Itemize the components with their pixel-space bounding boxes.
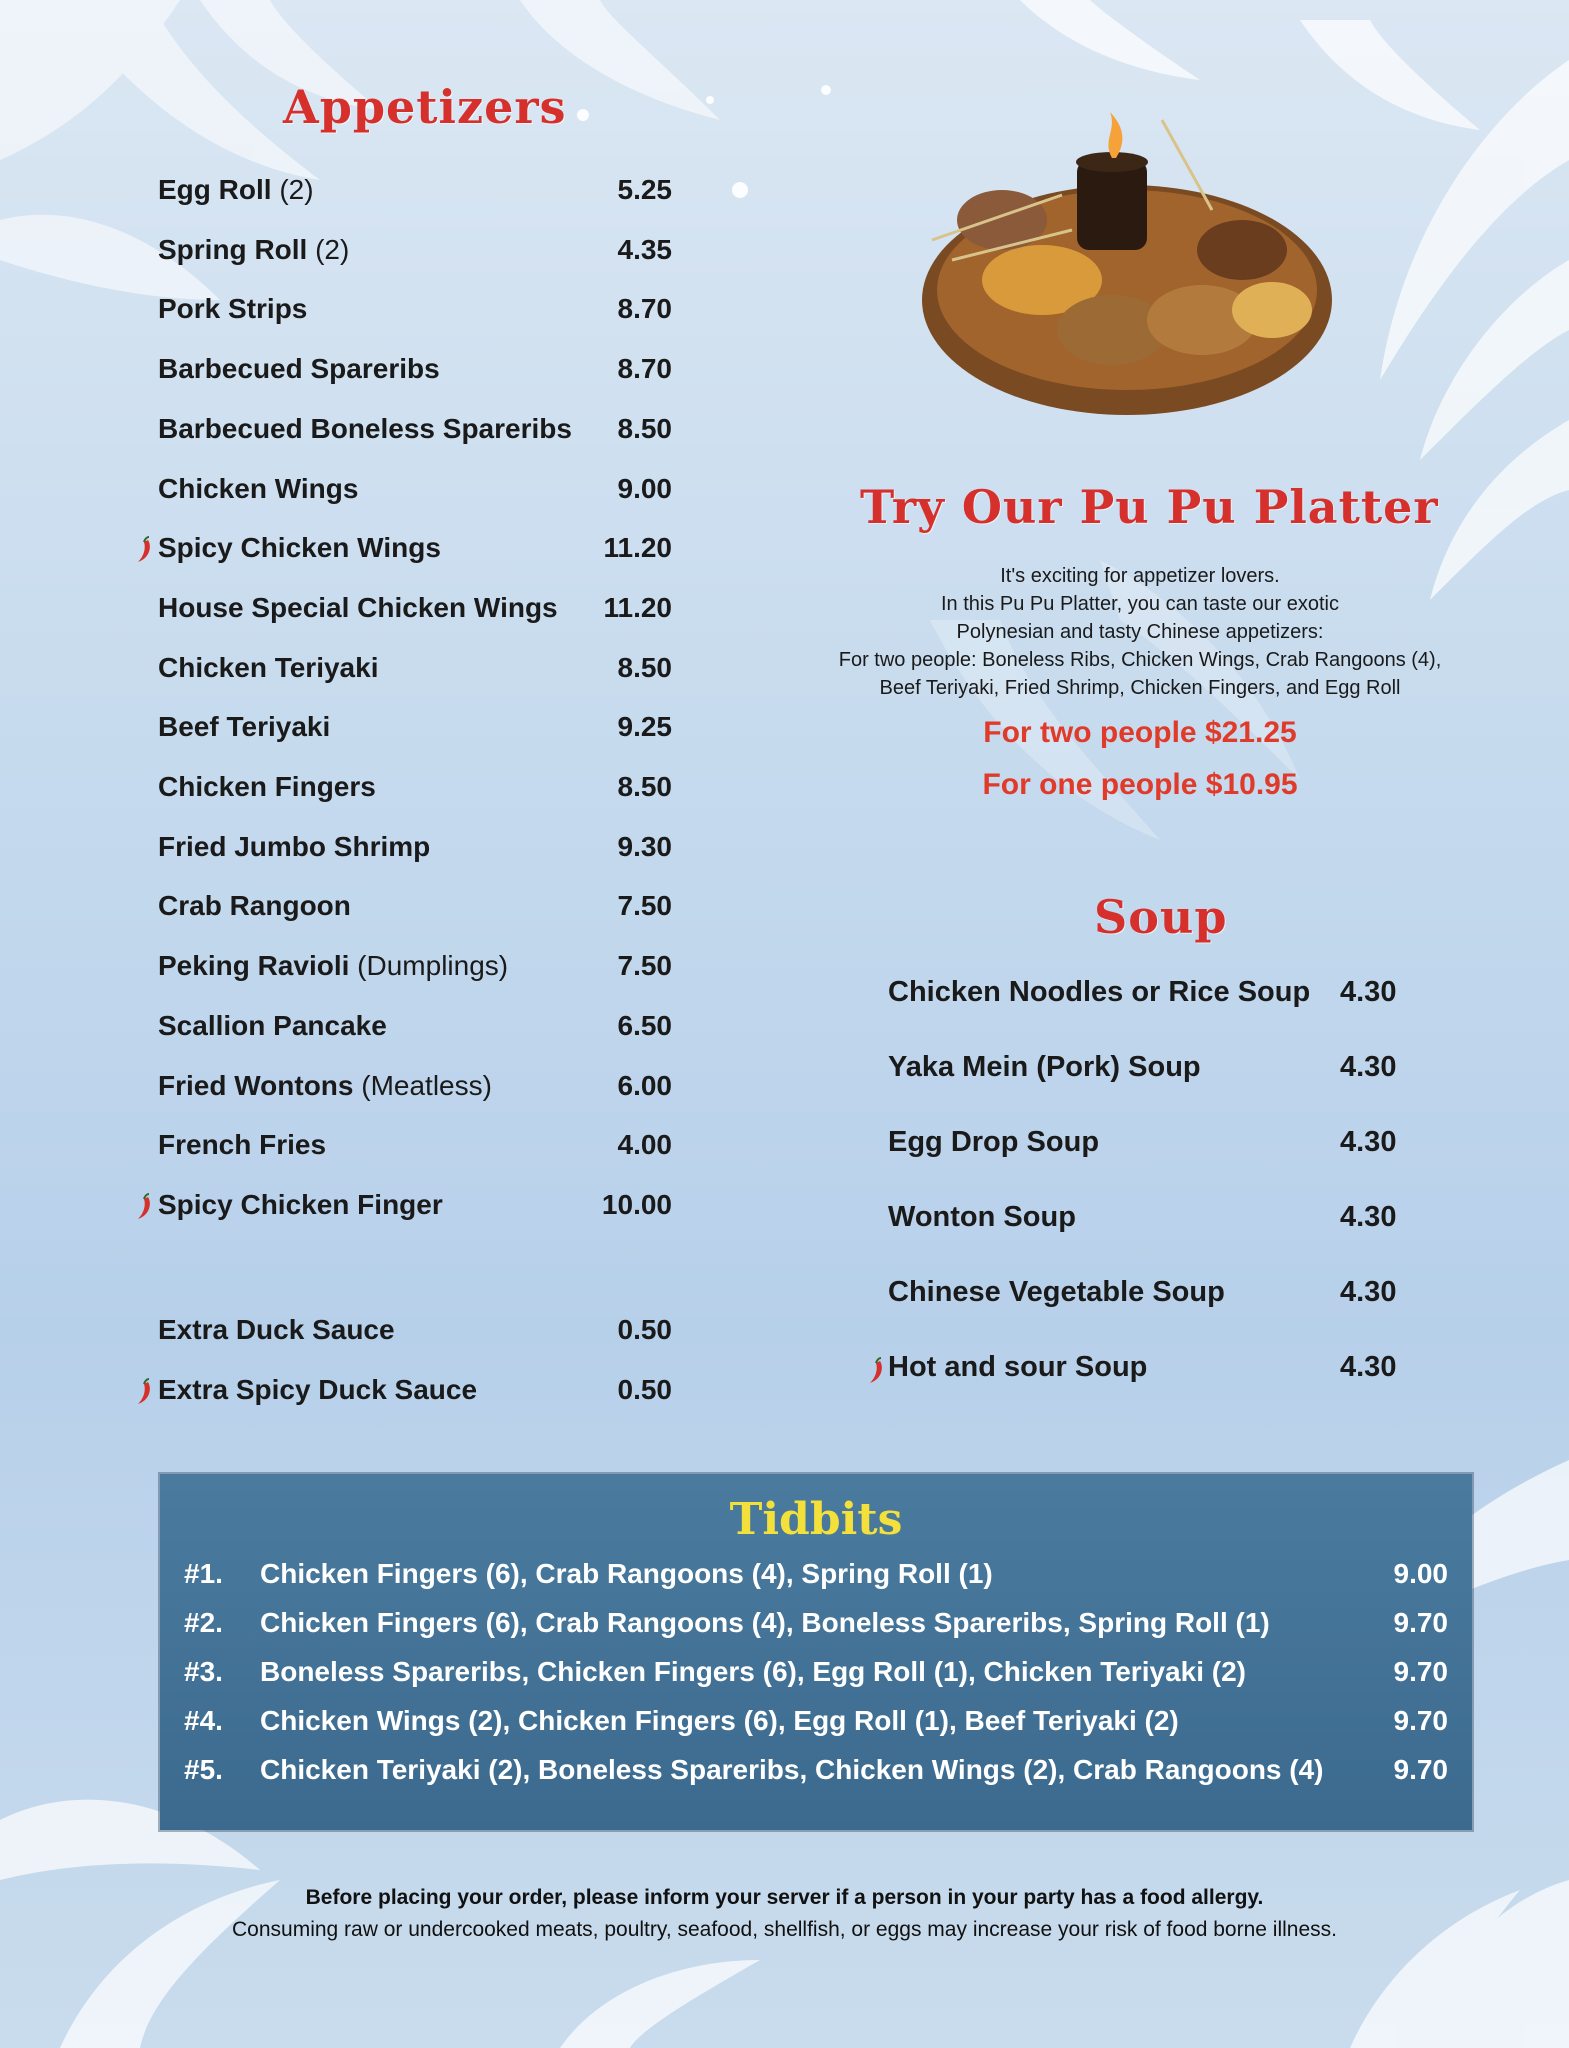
- appetizer-item: [0, 293, 700, 339]
- appetizer-item: [0, 234, 700, 280]
- tidbit-number: #4.: [184, 1705, 223, 1736]
- appetizer-price: 7.50: [617, 950, 672, 981]
- appetizer-name: [158, 532, 441, 564]
- appetizer-price: 0.50: [617, 1374, 672, 1405]
- soup-name: Wonton Soup: [888, 1201, 1076, 1233]
- appetizer-price: 9.00: [617, 473, 672, 504]
- appetizer-name-text: Barbecued Spareribs: [158, 353, 440, 384]
- tidbit-number: #5.: [184, 1754, 223, 1785]
- appetizer-name-text: Chicken Teriyaki: [158, 652, 379, 683]
- tidbit-description: Chicken Fingers (6), Crab Rangoons (4), Boneless Spareribs, Spring Roll (1): [260, 1607, 1270, 1638]
- appetizer-price: 8.50: [617, 771, 672, 802]
- appetizer-price: 10.00: [601, 1189, 672, 1220]
- appetizer-name: [158, 174, 314, 206]
- pu-pu-platter-title: Try Our Pu Pu Platter: [860, 480, 1439, 534]
- appetizer-name: [158, 890, 351, 922]
- tidbit-description: Chicken Teriyaki (2), Boneless Spareribs, Chicken Wings (2), Crab Rangoons (4): [260, 1754, 1324, 1785]
- tidbit-item: [160, 1656, 1472, 1700]
- appetizer-name: [158, 592, 558, 624]
- pu-pu-platter-description: [780, 562, 1500, 702]
- platter-price-one: For one people $10.95: [982, 768, 1298, 801]
- appetizer-name-text: Chicken Fingers: [158, 771, 376, 802]
- soup-name: Egg Drop Soup: [888, 1126, 1100, 1158]
- appetizer-name-text: Peking Ravioli: [158, 950, 350, 981]
- tidbit-number: #1.: [184, 1558, 223, 1589]
- appetizer-name-text: Egg Roll: [158, 174, 272, 205]
- tidbit-price: 9.70: [1393, 1705, 1448, 1736]
- appetizer-name-text: Crab Rangoon: [158, 890, 351, 921]
- soup-price: 4.30: [1340, 1351, 1397, 1383]
- appetizer-item: [0, 890, 700, 936]
- tidbits-title: Tidbits: [729, 1494, 903, 1545]
- appetizer-item: [0, 353, 700, 399]
- appetizer-name: [158, 652, 378, 684]
- appetizer-name-text: French Fries: [158, 1129, 327, 1160]
- appetizer-name: [158, 293, 307, 325]
- appetizer-item: [0, 532, 700, 578]
- consumption-warning: Consuming raw or undercooked meats, poultry, seafood, shellfish, or eggs may increase your risk of food borne illness.: [232, 1918, 1337, 1941]
- soup-item: [0, 1276, 1569, 1326]
- appetizer-item: [0, 174, 700, 220]
- appetizer-name-text: Fried Jumbo Shrimp: [158, 831, 431, 862]
- appetizer-name-text: Spring Roll: [158, 234, 308, 265]
- appetizer-item: [0, 652, 700, 698]
- appetizer-price: 11.20: [603, 592, 672, 623]
- soup-item: [0, 1126, 1569, 1176]
- tidbit-description: Boneless Spareribs, Chicken Fingers (6), Egg Roll (1), Chicken Teriyaki (2): [260, 1656, 1246, 1687]
- appetizer-name: [158, 353, 440, 385]
- tidbit-price: 9.70: [1393, 1607, 1448, 1638]
- appetizer-item: [0, 771, 700, 817]
- tidbit-number: #2.: [184, 1607, 223, 1638]
- appetizer-price: 6.00: [617, 1070, 672, 1101]
- platter-desc-line: Beef Teriyaki, Fried Shrimp, Chicken Fingers, and Egg Roll: [879, 677, 1401, 699]
- soup-name: Chinese Vegetable Soup: [888, 1276, 1225, 1308]
- appetizer-price: 9.25: [617, 711, 672, 742]
- tidbit-price: 9.70: [1393, 1754, 1448, 1785]
- allergy-notice: Before placing your order, please inform your server if a person in your party has a food allergy.: [305, 1886, 1264, 1909]
- chili-pepper-icon: [134, 536, 154, 564]
- platter-desc-line: Polynesian and tasty Chinese appetizers:: [956, 621, 1324, 643]
- tidbit-item: [160, 1607, 1472, 1651]
- appetizer-item: [0, 413, 700, 459]
- tidbits-panel: [160, 1474, 1472, 1830]
- appetizer-name-text: Scallion Pancake: [158, 1010, 387, 1041]
- tidbit-price: 9.00: [1393, 1558, 1448, 1589]
- tidbit-description: Chicken Fingers (6), Crab Rangoons (4), Spring Roll (1): [260, 1558, 993, 1589]
- appetizer-name: [158, 771, 376, 803]
- appetizers-title: Appetizers: [283, 80, 567, 134]
- tidbit-item: [160, 1705, 1472, 1749]
- soup-price: 4.30: [1340, 1201, 1397, 1233]
- appetizer-name-text: Spicy Chicken Wings: [158, 532, 441, 563]
- appetizer-price: 5.25: [617, 174, 672, 205]
- soup-name: Chicken Noodles or Rice Soup: [888, 976, 1311, 1008]
- tidbit-item: [160, 1558, 1472, 1602]
- appetizer-name-text: Extra Spicy Duck Sauce: [158, 1374, 478, 1405]
- tidbit-description: Chicken Wings (2), Chicken Fingers (6), Egg Roll (1), Beef Teriyaki (2): [260, 1705, 1179, 1736]
- soup-price: 4.30: [1340, 976, 1397, 1008]
- soup-item: [0, 1351, 1569, 1401]
- soup-name: Hot and sour Soup: [888, 1351, 1148, 1383]
- appetizer-name-text: Spicy Chicken Finger: [158, 1189, 443, 1220]
- appetizer-note: (2): [271, 174, 314, 205]
- soup-item: [0, 976, 1569, 1026]
- tidbit-price: 9.70: [1393, 1656, 1448, 1687]
- appetizer-price: 9.30: [617, 831, 672, 862]
- appetizer-price: 0.50: [617, 1314, 672, 1345]
- soup-item: [0, 1051, 1569, 1101]
- appetizer-name: [158, 234, 349, 266]
- appetizer-name: [158, 831, 430, 863]
- appetizer-name: [158, 413, 572, 445]
- appetizer-price: 4.00: [617, 1129, 672, 1160]
- platter-desc-line: In this Pu Pu Platter, you can taste our exotic: [941, 593, 1339, 615]
- appetizer-name: [158, 711, 330, 743]
- appetizer-name-text: Barbecued Boneless Spareribs: [158, 413, 572, 444]
- appetizer-note: (Meatless): [353, 1070, 492, 1101]
- appetizer-name-text: Extra Duck Sauce: [158, 1314, 395, 1345]
- appetizer-price: 8.70: [617, 293, 672, 324]
- appetizer-name: [158, 473, 358, 505]
- appetizer-item: [0, 711, 700, 757]
- tidbit-number: #3.: [184, 1656, 223, 1687]
- soup-price: 4.30: [1340, 1051, 1397, 1083]
- appetizer-item: [0, 592, 700, 638]
- pu-pu-platter-photo: [912, 100, 1342, 430]
- appetizer-name-text: Beef Teriyaki: [158, 711, 331, 742]
- soup-title: Soup: [1094, 890, 1228, 944]
- soup-name: Yaka Mein (Pork) Soup: [888, 1051, 1201, 1083]
- platter-desc-line: It's exciting for appetizer lovers.: [1000, 565, 1280, 587]
- soup-item: [0, 1201, 1569, 1251]
- appetizer-note: (2): [307, 234, 350, 265]
- appetizer-name-text: Pork Strips: [158, 293, 308, 324]
- appetizer-item: [0, 831, 700, 877]
- tidbit-item: [160, 1754, 1472, 1798]
- platter-price-two: For two people $21.25: [983, 716, 1297, 749]
- appetizer-price: 8.70: [617, 353, 672, 384]
- appetizer-price: 7.50: [617, 890, 672, 921]
- chili-pepper-icon: [866, 1357, 886, 1385]
- soup-price: 4.30: [1340, 1126, 1397, 1158]
- appetizer-name-text: Fried Wontons: [158, 1070, 354, 1101]
- appetizer-price: 11.20: [603, 532, 672, 563]
- appetizer-price: 8.50: [617, 652, 672, 683]
- appetizer-name-text: House Special Chicken Wings: [158, 592, 558, 623]
- platter-desc-line: For two people: Boneless Ribs, Chicken Wings, Crab Rangoons (4),: [838, 649, 1442, 671]
- soup-price: 4.30: [1340, 1276, 1397, 1308]
- appetizer-price: 6.50: [617, 1010, 672, 1041]
- appetizer-price: 8.50: [617, 413, 672, 444]
- appetizer-name-text: Chicken Wings: [158, 473, 359, 504]
- appetizer-item: [0, 473, 700, 519]
- appetizer-note: (Dumplings): [349, 950, 509, 981]
- appetizer-price: 4.35: [617, 234, 672, 265]
